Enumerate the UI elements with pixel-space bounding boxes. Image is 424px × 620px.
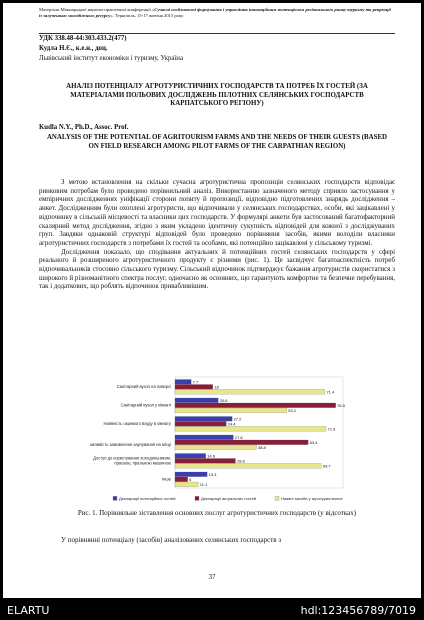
bar	[175, 435, 233, 440]
data-label: 63.4	[309, 440, 318, 445]
author-ua: Кудла Н.Є., к.е.н., доц.	[39, 45, 108, 52]
chart-svg	[63, 373, 363, 505]
legend-item: Наявні засоби у агротуристичних	[281, 496, 343, 501]
bar	[175, 477, 188, 482]
bar	[175, 482, 198, 487]
paragraph: З метою встановлення на скільки сучасна агротуристична пропозиція селянських господарств відповідає ринковим потребам було проведено порівняльний аналіз. Використанню зазначеного методу сприяло застосування у емпіричних дослідженнях уніфікації сторони попиту й пропозиції, відповідно підготовлених знарядь дослідження – анкет. Дослідженням були охоплені агротуристи, що відпочивали у селянських господарствах, особи, які зацікавлені у відпочинку в сільській місцевості та власники цих господарств. У формулярі анкети був застосований багатофакторний скалярний метод дослідження, згідно з яким укладено ідентичну сукупність відповідей для кожної з досліджуваних груп. Завдяки однаковій структурі відповідей було проведено порівняння засобів, якими володіли власники агротуристичних господарств з потребами їх гостей та особами, які потенційно зацікавлені у сільському туризмі.	[39, 179, 395, 247]
data-label: 76.5	[337, 403, 345, 408]
data-label: 38.8	[257, 445, 266, 450]
data-label: 27.2	[233, 416, 242, 422]
bar	[175, 422, 226, 427]
title-en: ANALYSIS OF THE POTENTIAL OF AGRITOURISM FARMS AND THE NEEDS OF THEIR GUESTS (BASED ON FIELD RESEARCH AMONG PILOT FARMS OF THE CARPATHIAN REGION)	[46, 134, 388, 150]
data-label: 7.7	[192, 379, 199, 385]
category-label: ожливість замовлення харчування на місці	[89, 441, 171, 447]
legend-swatch	[113, 496, 117, 500]
bar	[175, 380, 191, 385]
conference-header: Матеріали Міжнародної науково-практичної конференції «Сучасні особливості формування і управління інноваційним потенціалом регіонального ринку туризму та рекреації із залученням молодіжного ресурсу». Тернопіль, 15-17 жовтня 2015 року	[39, 7, 391, 18]
bar	[175, 464, 321, 469]
institution: Львівський інститут економіки і туризму, Україна	[39, 55, 183, 62]
data-label: 20.6	[219, 398, 228, 403]
bar	[175, 390, 325, 395]
bar	[175, 403, 336, 408]
bar	[175, 398, 218, 403]
data-label: 53.2	[288, 408, 297, 413]
data-label: 71.4	[326, 389, 335, 395]
data-label: 15.3	[208, 472, 217, 477]
data-label: 69.7	[322, 463, 331, 469]
bar	[175, 427, 326, 432]
bar	[175, 408, 287, 413]
bar	[175, 445, 256, 450]
header-rule	[39, 33, 395, 34]
figure-caption: Рис. 1. Порівняльне зіставлення основних послуг агротуристичних господарств (у відсотках)	[77, 509, 357, 517]
body-text	[39, 179, 395, 292]
document-page	[3, 3, 421, 598]
udk-code: УДК 338.48-44:303.433.2(477)	[39, 35, 127, 42]
paragraph: Дослідження показало, що сподівання актуальних й потенційних гостей селянських господарств у сфері реального й розширеного агротуристичного продукту є різними (рис. 1). Це засвідчує багатоаспектність потреб відпочивальників стосовно сільського туризму. Сільський відпочинок підтверджує бажання агротуристів скористатися з широкого й різноманітного спектра послуг, одночасно як основних, що гарантують комфортне та безпечне перебування, так і додаткових, що роблять відпочинок привабливішим.	[39, 248, 395, 291]
data-label: 18	[214, 384, 219, 390]
bar	[175, 472, 207, 477]
data-label: 28.8	[236, 458, 245, 464]
data-label: 27.8	[234, 435, 243, 440]
footer-bar	[0, 601, 424, 620]
category-label: Санітарний вузол на поверсі	[116, 383, 171, 389]
legend-item: Декларації потенційних гостей	[119, 496, 176, 501]
bar-chart	[63, 373, 363, 505]
legend-swatch	[275, 496, 279, 500]
legend-swatch	[195, 496, 199, 500]
footer-handle: hdl:123456789/7019	[300, 604, 416, 617]
category-label: праскою, пральною машиною	[114, 460, 171, 466]
bar	[175, 417, 232, 422]
category-label: Інше	[162, 476, 171, 482]
bar	[175, 385, 213, 390]
conference-title: Сучасні особливості формування і управління інноваційним потенціалом регіонального ринку туризму та рекреації із залученням молодіжного ресурсу	[39, 7, 391, 18]
data-label: 6	[189, 477, 192, 482]
bar	[175, 440, 308, 445]
bar	[175, 459, 235, 464]
bar	[175, 454, 206, 459]
category-label: Санітарний вузол у кімнаті	[120, 402, 171, 408]
title-ua: АНАЛІЗ ПОТЕНЦІАЛУ АГРОТУРИСТИЧНИХ ГОСПОДАРСТВ ТА ПОТРЕБ ЇХ ГОСТЕЙ (ЗА МАТЕРІАЛАМИ ПОЛЬОВИХ ДОСЛІДЖЕНЬ ПІЛОТНИХ СЕЛЯНСЬКИХ ГОСПОДАРСТВ КАРПАТСЬКОГО РЕГІОНУ)	[66, 83, 368, 108]
category-label: Доступ до користування холодильником,	[93, 455, 171, 461]
data-label: 24.4	[227, 421, 236, 427]
paragraph: У порівнянні потенціалу (засобів) аналізованих селянських господарств з	[61, 536, 282, 544]
footer-left: ELARTU	[7, 604, 50, 617]
author-en: Kudla N.Y., Ph.D., Assoc. Prof.	[39, 124, 129, 131]
data-label: 71.9	[327, 426, 336, 432]
data-label: 11.1	[199, 482, 208, 487]
category-label: Наявність окремого вхуду в кімнату	[103, 420, 171, 426]
page-number: 37	[208, 573, 216, 581]
legend-item: Декларації актуальних гостей	[201, 496, 257, 501]
data-label: 14.6	[207, 453, 215, 459]
